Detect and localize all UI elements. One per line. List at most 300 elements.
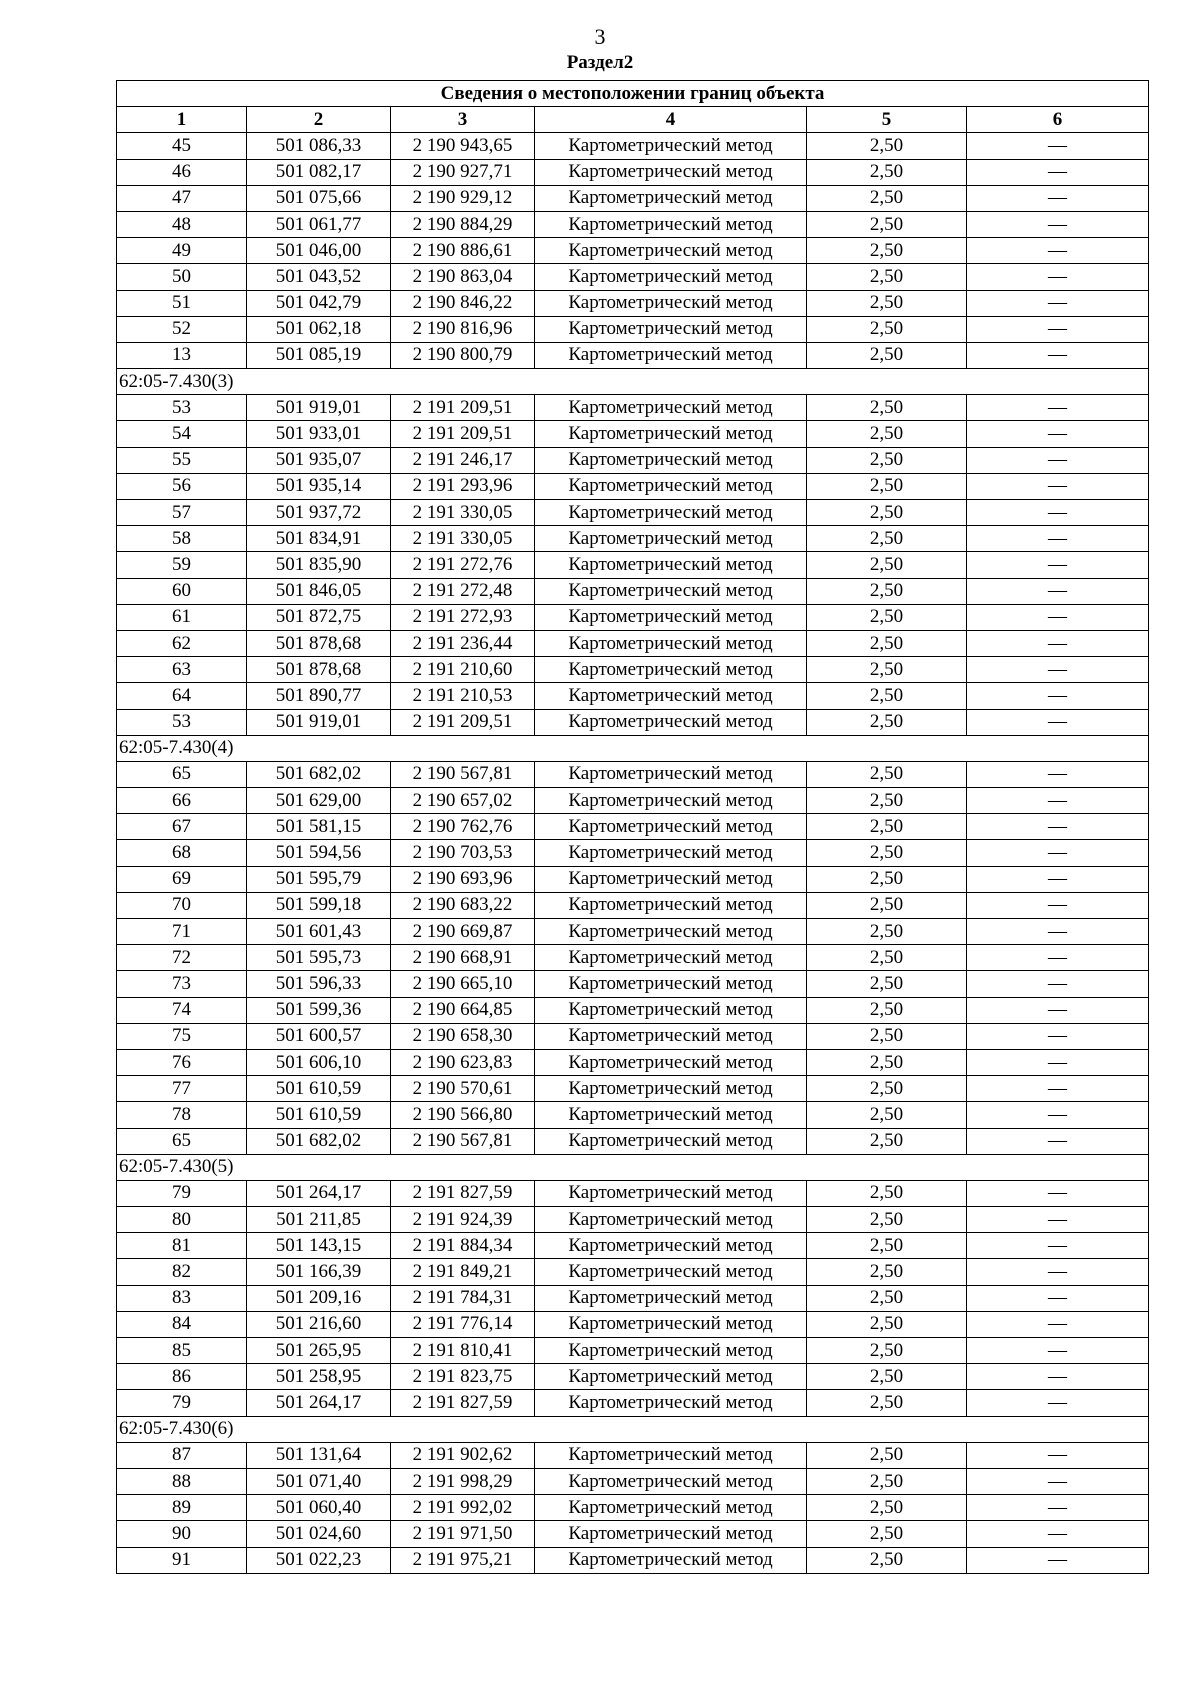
y-coordinate-cell: 2 190 566,80 — [391, 1102, 535, 1128]
x-coordinate-cell: 501 890,77 — [247, 683, 391, 709]
table-row — [117, 1023, 1149, 1049]
y-coordinate-cell: 2 191 330,05 — [391, 500, 535, 526]
column-header: 4 — [535, 107, 807, 133]
table-row — [117, 1521, 1149, 1547]
accuracy-cell: 2,50 — [807, 1311, 967, 1337]
page-number: 3 — [594, 24, 606, 49]
y-coordinate-cell: 2 190 669,87 — [391, 919, 535, 945]
point-number-cell: 64 — [117, 683, 247, 709]
x-coordinate-cell: 501 046,00 — [247, 238, 391, 264]
point-number-cell: 91 — [117, 1547, 247, 1573]
y-coordinate-cell: 2 190 623,83 — [391, 1049, 535, 1075]
point-number-cell: 88 — [117, 1468, 247, 1494]
accuracy-cell: 2,50 — [807, 683, 967, 709]
point-number-cell: 89 — [117, 1495, 247, 1521]
group-label: 62:05-7.430(3) — [117, 369, 1149, 395]
y-coordinate-cell: 2 191 924,39 — [391, 1207, 535, 1233]
column-header: 5 — [807, 107, 967, 133]
method-cell: Картометрический метод — [535, 526, 807, 552]
accuracy-cell: 2,50 — [807, 971, 967, 997]
x-coordinate-cell: 501 071,40 — [247, 1468, 391, 1494]
y-coordinate-cell: 2 190 929,12 — [391, 185, 535, 211]
method-cell: Картометрический метод — [535, 211, 807, 237]
description-cell: — — [967, 185, 1149, 211]
x-coordinate-cell: 501 846,05 — [247, 578, 391, 604]
table-row — [117, 1233, 1149, 1259]
x-coordinate-cell: 501 606,10 — [247, 1049, 391, 1075]
point-number-cell: 59 — [117, 552, 247, 578]
x-coordinate-cell: 501 216,60 — [247, 1311, 391, 1337]
point-number-cell: 83 — [117, 1285, 247, 1311]
accuracy-cell: 2,50 — [807, 185, 967, 211]
x-coordinate-cell: 501 166,39 — [247, 1259, 391, 1285]
table-row — [117, 526, 1149, 552]
y-coordinate-cell: 2 190 665,10 — [391, 971, 535, 997]
method-cell: Картометрический метод — [535, 1049, 807, 1075]
x-coordinate-cell: 501 075,66 — [247, 185, 391, 211]
method-cell: Картометрический метод — [535, 1468, 807, 1494]
y-coordinate-cell: 2 191 827,59 — [391, 1390, 535, 1416]
method-cell: Картометрический метод — [535, 1207, 807, 1233]
table-header-row — [117, 107, 1149, 133]
point-number-cell: 47 — [117, 185, 247, 211]
method-cell: Картометрический метод — [535, 1338, 807, 1364]
x-coordinate-cell: 501 264,17 — [247, 1390, 391, 1416]
table-row — [117, 1468, 1149, 1494]
table-row — [117, 421, 1149, 447]
description-cell: — — [967, 447, 1149, 473]
x-coordinate-cell: 501 872,75 — [247, 604, 391, 630]
table-row — [117, 840, 1149, 866]
y-coordinate-cell: 2 191 776,14 — [391, 1311, 535, 1337]
point-number-cell: 13 — [117, 342, 247, 368]
method-cell: Картометрический метод — [535, 395, 807, 421]
x-coordinate-cell: 501 061,77 — [247, 211, 391, 237]
table-row — [117, 395, 1149, 421]
point-number-cell: 71 — [117, 919, 247, 945]
y-coordinate-cell: 2 190 567,81 — [391, 1128, 535, 1154]
accuracy-cell: 2,50 — [807, 840, 967, 866]
table-row — [117, 761, 1149, 787]
method-cell: Картометрический метод — [535, 1311, 807, 1337]
table-caption: Сведения о местоположении границ объекта — [117, 81, 1149, 107]
table-group-row — [117, 369, 1149, 395]
y-coordinate-cell: 2 191 272,76 — [391, 552, 535, 578]
accuracy-cell: 2,50 — [807, 1468, 967, 1494]
accuracy-cell: 2,50 — [807, 500, 967, 526]
method-cell: Картометрический метод — [535, 1285, 807, 1311]
x-coordinate-cell: 501 085,19 — [247, 342, 391, 368]
table-row — [117, 1390, 1149, 1416]
point-number-cell: 48 — [117, 211, 247, 237]
x-coordinate-cell: 501 933,01 — [247, 421, 391, 447]
accuracy-cell: 2,50 — [807, 1207, 967, 1233]
accuracy-cell: 2,50 — [807, 1023, 967, 1049]
description-cell: — — [967, 159, 1149, 185]
method-cell: Картометрический метод — [535, 1521, 807, 1547]
accuracy-cell: 2,50 — [807, 211, 967, 237]
group-label: 62:05-7.430(6) — [117, 1416, 1149, 1442]
description-cell: — — [967, 630, 1149, 656]
accuracy-cell: 2,50 — [807, 892, 967, 918]
point-number-cell: 72 — [117, 945, 247, 971]
method-cell: Картометрический метод — [535, 945, 807, 971]
y-coordinate-cell: 2 191 810,41 — [391, 1338, 535, 1364]
description-cell: — — [967, 211, 1149, 237]
x-coordinate-cell: 501 596,33 — [247, 971, 391, 997]
description-cell: — — [967, 657, 1149, 683]
y-coordinate-cell: 2 190 762,76 — [391, 814, 535, 840]
y-coordinate-cell: 2 191 884,34 — [391, 1233, 535, 1259]
x-coordinate-cell: 501 024,60 — [247, 1521, 391, 1547]
point-number-cell: 79 — [117, 1180, 247, 1206]
x-coordinate-cell: 501 060,40 — [247, 1495, 391, 1521]
description-cell: — — [967, 945, 1149, 971]
point-number-cell: 79 — [117, 1390, 247, 1416]
y-coordinate-cell: 2 191 849,21 — [391, 1259, 535, 1285]
y-coordinate-cell: 2 191 236,44 — [391, 630, 535, 656]
y-coordinate-cell: 2 191 209,51 — [391, 421, 535, 447]
table-row — [117, 814, 1149, 840]
table-row — [117, 709, 1149, 735]
accuracy-cell: 2,50 — [807, 1364, 967, 1390]
description-cell: — — [967, 761, 1149, 787]
table-row — [117, 604, 1149, 630]
table-row — [117, 264, 1149, 290]
description-cell: — — [967, 1285, 1149, 1311]
accuracy-cell: 2,50 — [807, 788, 967, 814]
table-group-row — [117, 735, 1149, 761]
description-cell: — — [967, 814, 1149, 840]
x-coordinate-cell: 501 878,68 — [247, 657, 391, 683]
accuracy-cell: 2,50 — [807, 1285, 967, 1311]
x-coordinate-cell: 501 878,68 — [247, 630, 391, 656]
point-number-cell: 65 — [117, 761, 247, 787]
accuracy-cell: 2,50 — [807, 526, 967, 552]
y-coordinate-cell: 2 190 886,61 — [391, 238, 535, 264]
description-cell: — — [967, 342, 1149, 368]
method-cell: Картометрический метод — [535, 630, 807, 656]
accuracy-cell: 2,50 — [807, 997, 967, 1023]
method-cell: Картометрический метод — [535, 552, 807, 578]
accuracy-cell: 2,50 — [807, 1102, 967, 1128]
table-row — [117, 919, 1149, 945]
description-cell: — — [967, 1364, 1149, 1390]
table-row — [117, 316, 1149, 342]
description-cell: — — [967, 1076, 1149, 1102]
description-cell: — — [967, 395, 1149, 421]
y-coordinate-cell: 2 191 246,17 — [391, 447, 535, 473]
description-cell: — — [967, 892, 1149, 918]
table-row — [117, 1076, 1149, 1102]
description-cell: — — [967, 840, 1149, 866]
y-coordinate-cell: 2 190 927,71 — [391, 159, 535, 185]
method-cell: Картометрический метод — [535, 238, 807, 264]
table-row — [117, 447, 1149, 473]
y-coordinate-cell: 2 190 693,96 — [391, 866, 535, 892]
accuracy-cell: 2,50 — [807, 1442, 967, 1468]
x-coordinate-cell: 501 131,64 — [247, 1442, 391, 1468]
description-cell: — — [967, 421, 1149, 447]
method-cell: Картометрический метод — [535, 657, 807, 683]
description-cell: — — [967, 1207, 1149, 1233]
point-number-cell: 74 — [117, 997, 247, 1023]
y-coordinate-cell: 2 190 846,22 — [391, 290, 535, 316]
y-coordinate-cell: 2 191 272,48 — [391, 578, 535, 604]
table-row — [117, 552, 1149, 578]
y-coordinate-cell: 2 190 800,79 — [391, 342, 535, 368]
description-cell: — — [967, 683, 1149, 709]
point-number-cell: 82 — [117, 1259, 247, 1285]
table-row — [117, 630, 1149, 656]
method-cell: Картометрический метод — [535, 1233, 807, 1259]
method-cell: Картометрический метод — [535, 133, 807, 159]
point-number-cell: 86 — [117, 1364, 247, 1390]
method-cell: Картометрический метод — [535, 1442, 807, 1468]
y-coordinate-cell: 2 190 683,22 — [391, 892, 535, 918]
y-coordinate-cell: 2 190 567,81 — [391, 761, 535, 787]
method-cell: Картометрический метод — [535, 840, 807, 866]
x-coordinate-cell: 501 264,17 — [247, 1180, 391, 1206]
y-coordinate-cell: 2 191 272,93 — [391, 604, 535, 630]
y-coordinate-cell: 2 190 863,04 — [391, 264, 535, 290]
x-coordinate-cell: 501 601,43 — [247, 919, 391, 945]
description-cell: — — [967, 1311, 1149, 1337]
point-number-cell: 58 — [117, 526, 247, 552]
method-cell: Картометрический метод — [535, 1259, 807, 1285]
table-row — [117, 133, 1149, 159]
table-row — [117, 1128, 1149, 1154]
description-cell: — — [967, 133, 1149, 159]
accuracy-cell: 2,50 — [807, 604, 967, 630]
description-cell: — — [967, 500, 1149, 526]
method-cell: Картометрический метод — [535, 1180, 807, 1206]
description-cell: — — [967, 1390, 1149, 1416]
x-coordinate-cell: 501 610,59 — [247, 1102, 391, 1128]
method-cell: Картометрический метод — [535, 264, 807, 290]
description-cell: — — [967, 1128, 1149, 1154]
accuracy-cell: 2,50 — [807, 421, 967, 447]
table-row — [117, 185, 1149, 211]
accuracy-cell: 2,50 — [807, 290, 967, 316]
x-coordinate-cell: 501 919,01 — [247, 709, 391, 735]
table-row — [117, 866, 1149, 892]
point-number-cell: 78 — [117, 1102, 247, 1128]
y-coordinate-cell: 2 191 998,29 — [391, 1468, 535, 1494]
y-coordinate-cell: 2 191 210,60 — [391, 657, 535, 683]
y-coordinate-cell: 2 190 943,65 — [391, 133, 535, 159]
description-cell: — — [967, 1338, 1149, 1364]
description-cell: — — [967, 1468, 1149, 1494]
accuracy-cell: 2,50 — [807, 552, 967, 578]
description-cell: — — [967, 1233, 1149, 1259]
accuracy-cell: 2,50 — [807, 264, 967, 290]
table-row — [117, 971, 1149, 997]
table-row — [117, 1259, 1149, 1285]
y-coordinate-cell: 2 190 658,30 — [391, 1023, 535, 1049]
method-cell: Картометрический метод — [535, 500, 807, 526]
point-number-cell: 66 — [117, 788, 247, 814]
x-coordinate-cell: 501 594,56 — [247, 840, 391, 866]
x-coordinate-cell: 501 209,16 — [247, 1285, 391, 1311]
table-row — [117, 997, 1149, 1023]
table-body — [117, 133, 1149, 1573]
point-number-cell: 60 — [117, 578, 247, 604]
group-label: 62:05-7.430(4) — [117, 735, 1149, 761]
point-number-cell: 87 — [117, 1442, 247, 1468]
accuracy-cell: 2,50 — [807, 578, 967, 604]
accuracy-cell: 2,50 — [807, 1233, 967, 1259]
method-cell: Картометрический метод — [535, 1076, 807, 1102]
y-coordinate-cell: 2 190 664,85 — [391, 997, 535, 1023]
description-cell: — — [967, 604, 1149, 630]
method-cell: Картометрический метод — [535, 919, 807, 945]
method-cell: Картометрический метод — [535, 709, 807, 735]
x-coordinate-cell: 501 265,95 — [247, 1338, 391, 1364]
description-cell: — — [967, 1023, 1149, 1049]
point-number-cell: 46 — [117, 159, 247, 185]
description-cell: — — [967, 1049, 1149, 1075]
point-number-cell: 51 — [117, 290, 247, 316]
description-cell: — — [967, 552, 1149, 578]
method-cell: Картометрический метод — [535, 866, 807, 892]
y-coordinate-cell: 2 190 884,29 — [391, 211, 535, 237]
table-row — [117, 1364, 1149, 1390]
x-coordinate-cell: 501 935,14 — [247, 473, 391, 499]
x-coordinate-cell: 501 595,73 — [247, 945, 391, 971]
x-coordinate-cell: 501 919,01 — [247, 395, 391, 421]
method-cell: Картометрический метод — [535, 1364, 807, 1390]
x-coordinate-cell: 501 600,57 — [247, 1023, 391, 1049]
y-coordinate-cell: 2 191 827,59 — [391, 1180, 535, 1206]
x-coordinate-cell: 501 211,85 — [247, 1207, 391, 1233]
x-coordinate-cell: 501 682,02 — [247, 761, 391, 787]
method-cell: Картометрический метод — [535, 788, 807, 814]
x-coordinate-cell: 501 043,52 — [247, 264, 391, 290]
method-cell: Картометрический метод — [535, 1495, 807, 1521]
method-cell: Картометрический метод — [535, 683, 807, 709]
point-number-cell: 73 — [117, 971, 247, 997]
accuracy-cell: 2,50 — [807, 159, 967, 185]
x-coordinate-cell: 501 629,00 — [247, 788, 391, 814]
table-row — [117, 1547, 1149, 1573]
method-cell: Картометрический метод — [535, 971, 807, 997]
table-row — [117, 211, 1149, 237]
accuracy-cell: 2,50 — [807, 316, 967, 342]
description-cell: — — [967, 788, 1149, 814]
table-row — [117, 578, 1149, 604]
method-cell: Картометрический метод — [535, 997, 807, 1023]
accuracy-cell: 2,50 — [807, 630, 967, 656]
y-coordinate-cell: 2 191 902,62 — [391, 1442, 535, 1468]
table-group-row — [117, 1416, 1149, 1442]
table-row — [117, 1338, 1149, 1364]
point-number-cell: 75 — [117, 1023, 247, 1049]
table-row — [117, 290, 1149, 316]
description-cell: — — [967, 919, 1149, 945]
accuracy-cell: 2,50 — [807, 814, 967, 840]
y-coordinate-cell: 2 191 209,51 — [391, 709, 535, 735]
method-cell: Картометрический метод — [535, 1102, 807, 1128]
method-cell: Картометрический метод — [535, 421, 807, 447]
x-coordinate-cell: 501 599,18 — [247, 892, 391, 918]
accuracy-cell: 2,50 — [807, 1547, 967, 1573]
point-number-cell: 84 — [117, 1311, 247, 1337]
x-coordinate-cell: 501 581,15 — [247, 814, 391, 840]
method-cell: Картометрический метод — [535, 1547, 807, 1573]
point-number-cell: 85 — [117, 1338, 247, 1364]
table-row — [117, 1285, 1149, 1311]
y-coordinate-cell: 2 190 703,53 — [391, 840, 535, 866]
point-number-cell: 76 — [117, 1049, 247, 1075]
accuracy-cell: 2,50 — [807, 238, 967, 264]
table-row — [117, 945, 1149, 971]
description-cell: — — [967, 866, 1149, 892]
point-number-cell: 49 — [117, 238, 247, 264]
table-row — [117, 1311, 1149, 1337]
description-cell: — — [967, 971, 1149, 997]
accuracy-cell: 2,50 — [807, 447, 967, 473]
accuracy-cell: 2,50 — [807, 133, 967, 159]
description-cell: — — [967, 997, 1149, 1023]
method-cell: Картометрический метод — [535, 290, 807, 316]
point-number-cell: 67 — [117, 814, 247, 840]
x-coordinate-cell: 501 143,15 — [247, 1233, 391, 1259]
method-cell: Картометрический метод — [535, 185, 807, 211]
method-cell: Картометрический метод — [535, 578, 807, 604]
point-number-cell: 61 — [117, 604, 247, 630]
table-row — [117, 683, 1149, 709]
column-header: 1 — [117, 107, 247, 133]
x-coordinate-cell: 501 258,95 — [247, 1364, 391, 1390]
table-row — [117, 238, 1149, 264]
point-number-cell: 52 — [117, 316, 247, 342]
accuracy-cell: 2,50 — [807, 657, 967, 683]
y-coordinate-cell: 2 190 570,61 — [391, 1076, 535, 1102]
point-number-cell: 68 — [117, 840, 247, 866]
method-cell: Картометрический метод — [535, 1023, 807, 1049]
x-coordinate-cell: 501 610,59 — [247, 1076, 391, 1102]
x-coordinate-cell: 501 935,07 — [247, 447, 391, 473]
description-cell: — — [967, 1547, 1149, 1573]
x-coordinate-cell: 501 086,33 — [247, 133, 391, 159]
accuracy-cell: 2,50 — [807, 1180, 967, 1206]
accuracy-cell: 2,50 — [807, 709, 967, 735]
table-row — [117, 788, 1149, 814]
method-cell: Картометрический метод — [535, 761, 807, 787]
x-coordinate-cell: 501 937,72 — [247, 500, 391, 526]
accuracy-cell: 2,50 — [807, 1390, 967, 1416]
point-number-cell: 90 — [117, 1521, 247, 1547]
accuracy-cell: 2,50 — [807, 1521, 967, 1547]
y-coordinate-cell: 2 191 975,21 — [391, 1547, 535, 1573]
point-number-cell: 62 — [117, 630, 247, 656]
section-title: Раздел2 — [566, 52, 634, 73]
x-coordinate-cell: 501 682,02 — [247, 1128, 391, 1154]
group-label: 62:05-7.430(5) — [117, 1154, 1149, 1180]
y-coordinate-cell: 2 191 992,02 — [391, 1495, 535, 1521]
point-number-cell: 56 — [117, 473, 247, 499]
x-coordinate-cell: 501 595,79 — [247, 866, 391, 892]
column-header: 3 — [391, 107, 535, 133]
table-row — [117, 1495, 1149, 1521]
accuracy-cell: 2,50 — [807, 473, 967, 499]
point-number-cell: 54 — [117, 421, 247, 447]
point-number-cell: 50 — [117, 264, 247, 290]
point-number-cell: 69 — [117, 866, 247, 892]
accuracy-cell: 2,50 — [807, 1076, 967, 1102]
method-cell: Картометрический метод — [535, 892, 807, 918]
